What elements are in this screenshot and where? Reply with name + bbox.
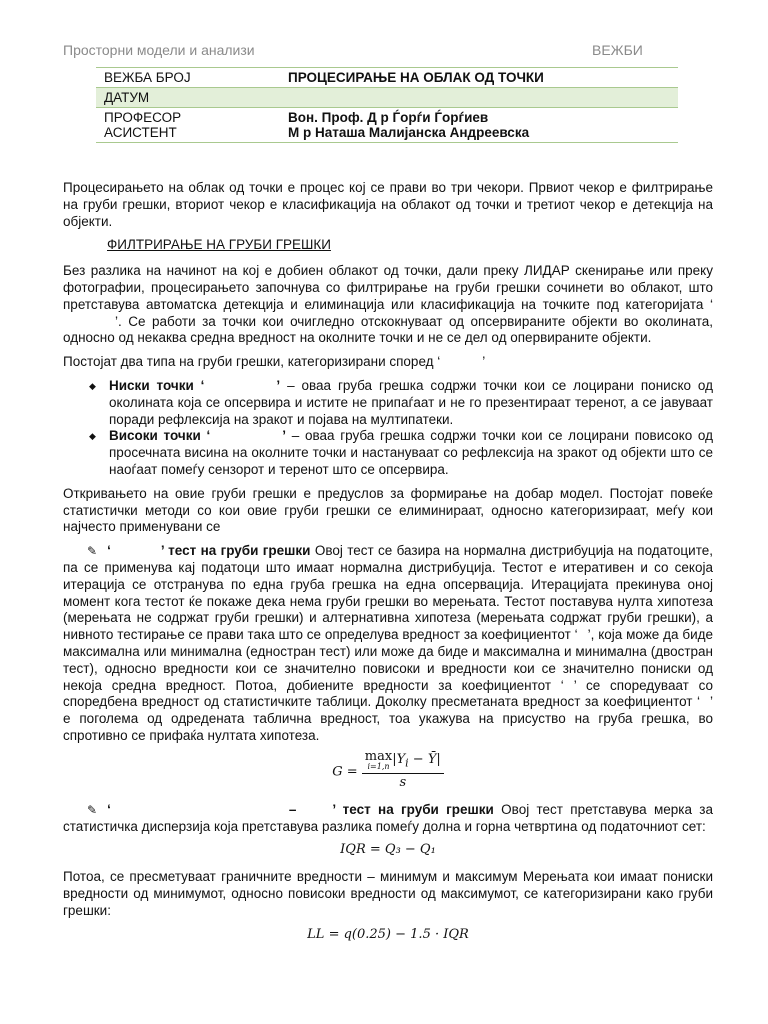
text-run: Постојат два типа на груби грешки, категоризирани според ‘ bbox=[63, 354, 441, 370]
info-label: ВЕЖБА БРОЈ bbox=[104, 70, 191, 85]
error-types-list bbox=[63, 378, 713, 479]
document-body bbox=[63, 180, 713, 953]
text-run: ’ е поголема од одредената таблична вредност, тоа укажува на присуство на груба грешка, во спротивно се прифаќа нултата хипотеза. bbox=[63, 694, 713, 743]
text-run: ’ се споредуваат со споредбена вредност од статистичките таблици. Доколку пресметаната вредност за коефициентот ‘ bbox=[63, 677, 713, 710]
text-run: Без разлика на начинот на кој е добиен облакот од точки, дали преку ЛИДАР скенирање или преку фотографии, процесирањето започнува со филтрирање на груби грешки сочинети во облакот, што претставува автоматска детекција и елиминација или класификација на точките под категоријата bbox=[63, 263, 713, 312]
info-label: ПРОФЕСОР bbox=[104, 110, 182, 125]
section-title: ФИЛТРИРАЊЕ НА ГРУБИ ГРЕШКИ bbox=[107, 237, 331, 253]
info-value-group bbox=[280, 108, 678, 143]
diamond-bullet-icon: ◆ bbox=[89, 431, 96, 442]
formula-lower-limit: LL = q(0.25) − 1.5 · IQR bbox=[307, 926, 469, 942]
info-row-staff bbox=[96, 108, 678, 143]
list-item bbox=[89, 428, 713, 478]
formula-part: − bbox=[408, 751, 428, 767]
text-run: ‘ bbox=[107, 801, 111, 817]
formula-fraction bbox=[362, 749, 444, 792]
bullet-text: – оваа груба грешка содржи точки кои се лоцирани повисоко од просечната висина на околните точки и настануваат со рефлексија на зракот од објекти што се наоѓаат помеѓу сензорот и теренот што се опсервира. bbox=[109, 428, 713, 477]
info-row-exercise bbox=[96, 68, 678, 88]
info-label: АСИСТЕНТ bbox=[104, 125, 177, 140]
formula-max bbox=[364, 749, 393, 772]
text-run: ’ bbox=[276, 377, 281, 393]
test-title: ’ тест на груби грешки bbox=[160, 543, 311, 559]
test-title: ’ тест на груби грешки bbox=[332, 801, 494, 817]
formula-part: i bbox=[405, 756, 409, 770]
formula-part: Ȳ| bbox=[427, 751, 441, 767]
intro-paragraph: Процесирањето на облак од точки е процес кој се прави во три чекори. Првиот чекор е филтрирање на груби грешки, вториот чекор е класификација на облакот од точки и третиот чекор е детекција на објекти. bbox=[63, 180, 713, 229]
paragraph-outliers bbox=[63, 263, 713, 347]
formula-denominator: s bbox=[399, 775, 407, 791]
text-run: ’. Се работи за точки кои очигледно отскокнуваат од опсервираните објекти во околината, односно од некаква средна вредност на околните точки и не се дел од опервираните објекти. bbox=[63, 313, 713, 346]
formula-part: max bbox=[364, 749, 393, 765]
text-run: ‘ bbox=[107, 543, 111, 559]
text-run: ‘ bbox=[710, 296, 713, 312]
bullet-text: – оваа груба грешка содржи точки кои се лоцирани пониско од околината која се опсервира и истите не припаѓаат и не го презентираат теренот, а се јавуваат поради рефлексија на зракот и појава на мултипатеки. bbox=[109, 377, 713, 427]
formula-part: G = bbox=[332, 764, 358, 780]
formula-part: |Y bbox=[392, 751, 406, 767]
paragraph-test-2 bbox=[63, 802, 713, 836]
formula-iqr: IQR = Q₃ − Q₁ bbox=[340, 842, 436, 858]
exercise-info-table bbox=[96, 67, 678, 143]
text-run: ’, која може да биде максимална или минимална (еднострaн тест) или може да биде и максимална и минимална (двостран тест), односно вредности кои се значително повисоки и вредности кои се значително пониски од некоја средна вредност. Потоа, добиените вредности за коефициентот ‘ bbox=[63, 627, 713, 693]
assistant-name: М р Наташа Малијанска Андреевска bbox=[288, 125, 530, 140]
info-value: ПРОЦЕСИРАЊЕ НА ОБЛАК ОД ТОЧКИ bbox=[288, 70, 544, 85]
formula-part: i=1,n bbox=[367, 762, 390, 772]
text-run: ’ bbox=[482, 354, 486, 370]
bullet-title: Високи точки ‘ bbox=[109, 428, 211, 444]
paragraph-limits: Потоа, се пресметуваат граничните вредности – минимум и максимум Мерењата кои имаат пониски вредности од минимумот, односно повисоки вредности од максимумот, се категоризирани како груби грешки: bbox=[63, 869, 713, 918]
formula-grubbs bbox=[63, 749, 713, 792]
text-run: Овој тест се базира на нормална дистрибуција на податоците, па се применува кај податоци што имаат нормална дистрибуција. Тестот е итеративен и со секоја итерација се отстранува по една груба грешка на една опсервација. Итерацијата прекинува оној момент кога тестот ќе покаже дека нема груби грешки во мерењата. Тестот поставува нулта хипотеза (мерењата не содржат груби грешки) и алтернативна хипотеза (мерењата содржат груби грешки), а нивното тестирање се прави така што се определува вредност за коефициентот ‘ bbox=[63, 543, 713, 643]
info-label-group bbox=[96, 108, 280, 143]
paragraph-methods: Откривањето на овие груби грешки е предуслов за формирање на добар модел. Постојат повеќе статистички методи со кои овие груби грешки се елиминираат, односно категоризираат, меѓу кои најчесто применувани се bbox=[63, 485, 713, 535]
info-row-date bbox=[96, 88, 678, 108]
info-value bbox=[280, 88, 678, 108]
info-label: ДАТУМ bbox=[96, 88, 280, 108]
paragraph-types bbox=[63, 354, 713, 371]
list-item bbox=[89, 377, 713, 428]
paragraph-test-1 bbox=[63, 543, 713, 745]
text-run: ’ bbox=[282, 428, 287, 444]
pen-icon: ✎ bbox=[87, 544, 98, 559]
text-run: Овој тест претставува мерка за статистичка дисперзија која претставува разлика помеѓу долна и горна четвртина од податочниот сет: bbox=[63, 801, 713, 834]
bullet-title: Ниски точки ‘ bbox=[109, 377, 205, 393]
professor-name: Вон. Проф. Д р Ѓорѓи Ѓорѓиев bbox=[288, 110, 489, 125]
header-course-title: Просторни модели и анализи bbox=[63, 42, 255, 58]
pen-icon: ✎ bbox=[87, 802, 98, 817]
header-section-label: ВЕЖБИ bbox=[592, 42, 643, 58]
text-run: – bbox=[288, 801, 297, 817]
diamond-bullet-icon: ◆ bbox=[89, 380, 96, 391]
formula-numerator bbox=[362, 749, 444, 774]
